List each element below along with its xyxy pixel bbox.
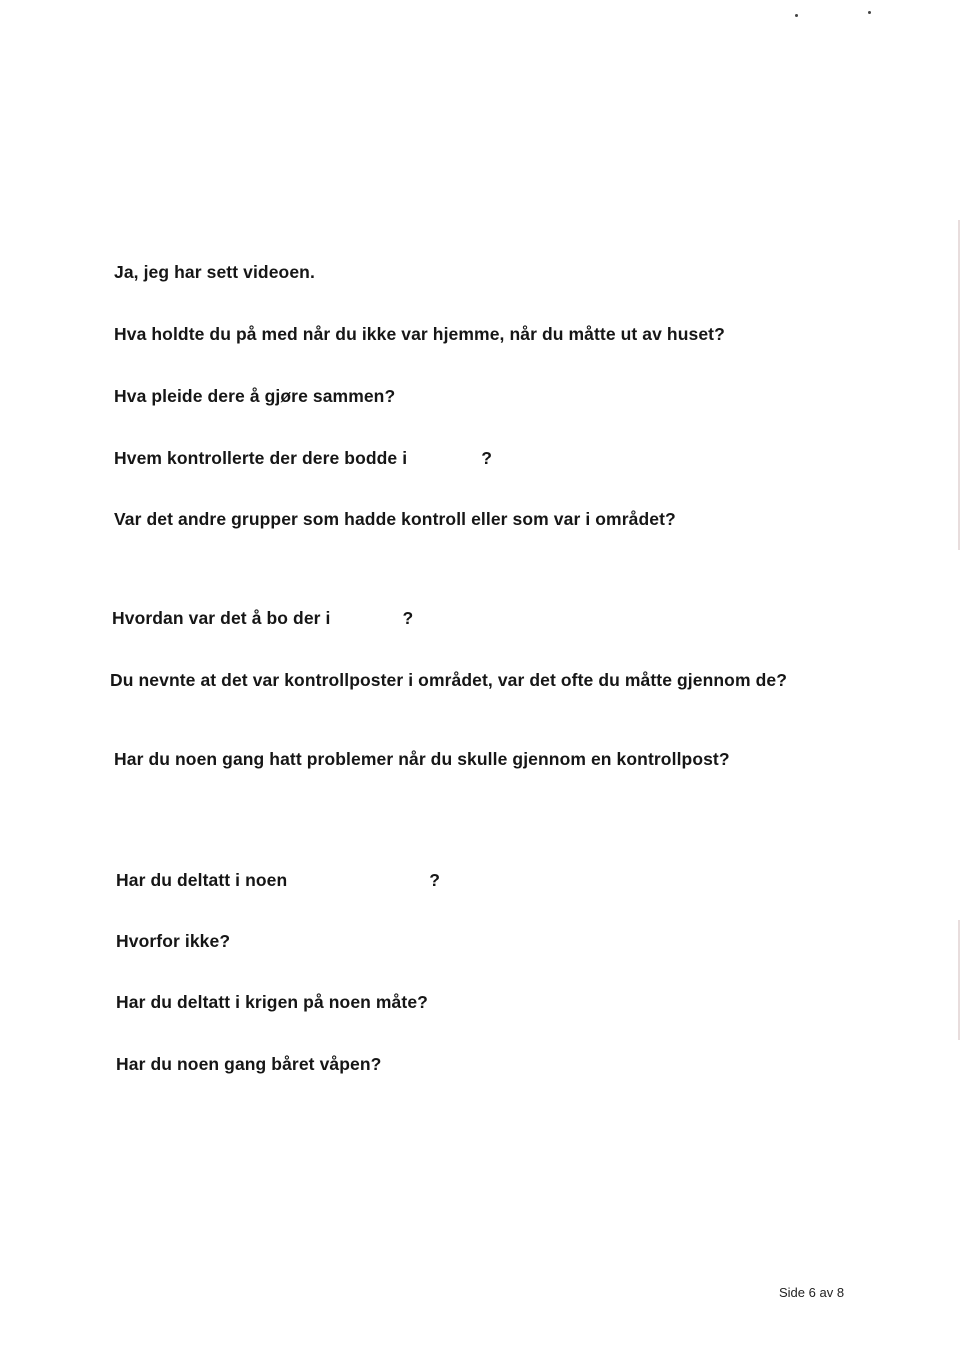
text-line: Ja, jeg har sett videoen. [114, 262, 315, 282]
text-line: Hvem kontrollerte der dere bodde i ? [114, 448, 492, 468]
text-line: Hva pleide dere å gjøre sammen? [114, 386, 396, 406]
scan-speck [795, 14, 798, 17]
page-number: Side 6 av 8 [779, 1285, 845, 1300]
text-line: Var det andre grupper som hadde kontroll eller som var i området? [114, 509, 676, 529]
text-line: Hvorfor ikke? [116, 931, 231, 951]
text-line: Har du deltatt i krigen på noen måte? [116, 992, 428, 1012]
text-line: Har du noen gang hatt problemer når du skulle gjennom en kontrollpost? [114, 749, 730, 769]
text-line: Har du deltatt i noen ? [116, 870, 441, 890]
scan-speck [868, 11, 871, 14]
text-line: Hva holdte du på med når du ikke var hjemme, når du måtte ut av huset? [114, 324, 725, 344]
text-line: Hvordan var det å bo der i ? [112, 608, 414, 628]
text-line: Du nevnte at det var kontrollposter i området, var det ofte du måtte gjennom de? [110, 670, 787, 690]
text-line: Har du noen gang båret våpen? [116, 1054, 382, 1074]
